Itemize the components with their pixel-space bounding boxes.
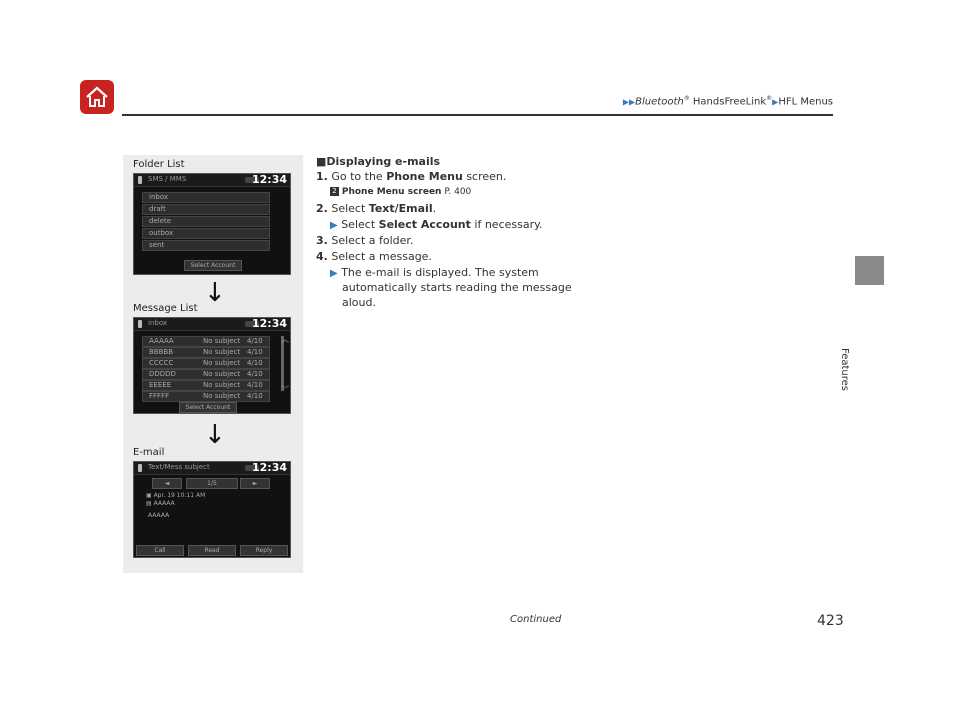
cross-reference[interactable]: 2 Phone Menu screen P. 400 [330, 185, 471, 201]
continued-label: Continued [510, 614, 562, 625]
email-screen: Text/Mess subject 12:34 ◄ 1/5 ► ▣ Apr. 19 10:11 AM ▤ AAAAA AAAAA Call Read Reply [133, 461, 291, 558]
email-body: AAAAA [148, 512, 170, 519]
folder-item[interactable]: delete [142, 216, 270, 227]
section-label: Features [839, 348, 850, 391]
call-button[interactable]: Call [136, 545, 184, 556]
bullet-arrow-icon: ▶ [330, 220, 338, 231]
section-tab [855, 256, 884, 285]
folder-item[interactable]: draft [142, 204, 270, 215]
down-arrow-icon: ↓ [204, 420, 226, 450]
section-heading: ■Displaying e-mails [316, 155, 441, 168]
header-rule [122, 114, 833, 116]
bullet-arrow-icon: ▶ [330, 268, 338, 279]
phone-icon [138, 176, 142, 184]
folder-item[interactable]: outbox [142, 228, 270, 239]
message-list-label: Message List [133, 303, 198, 314]
message-row[interactable]: BBBBB No subject 4/10 [142, 347, 270, 358]
next-icon[interactable]: ► [240, 478, 270, 489]
message-row[interactable]: DDDDD No subject 4/10 [142, 369, 270, 380]
scroll-down-icon[interactable]: ︾ [281, 385, 289, 394]
message-row[interactable]: CCCCC No subject 4/10 [142, 358, 270, 369]
message-row[interactable]: EEEEE No subject 4/10 [142, 380, 270, 391]
email-from: ▤ AAAAA [146, 500, 175, 507]
home-icon[interactable] [80, 80, 114, 114]
page-number: 423 [817, 613, 844, 629]
message-index: 1/5 [186, 478, 238, 489]
arrow-ref-icon: 2 [330, 187, 339, 196]
phone-icon [138, 320, 142, 328]
email-label: E-mail [133, 447, 165, 458]
select-account-button[interactable]: Select Account [179, 402, 237, 413]
breadcrumb: ▶▶Bluetooth® HandsFreeLink®▶HFL Menus [622, 95, 833, 108]
down-arrow-icon: ↓ [204, 278, 226, 308]
read-button[interactable]: Read [188, 545, 236, 556]
folder-list-screen: SMS / MMS 12:34 inbox draft delete outbox sent Select Account [133, 173, 291, 275]
folder-list-label: Folder List [133, 159, 185, 170]
reply-button[interactable]: Reply [240, 545, 288, 556]
select-account-button[interactable]: Select Account [184, 260, 242, 271]
email-date: ▣ Apr. 19 10:11 AM [146, 492, 206, 499]
message-list-screen: inbox 12:34 AAAAA No subject 4/10 BBBBB No subject 4/10 CCCCC No subject 4/10 DDDDD No subject 4/10 EEEEE No subject 4/10 FFFFF No subject 4/10 ︽ ︾ Select Account [133, 317, 291, 414]
prev-icon[interactable]: ◄ [152, 478, 182, 489]
phone-icon [138, 464, 142, 472]
message-row[interactable]: AAAAA No subject 4/10 [142, 336, 270, 347]
folder-item[interactable]: sent [142, 240, 270, 251]
folder-item[interactable]: inbox [142, 192, 270, 203]
scroll-up-icon[interactable]: ︽ [281, 335, 289, 344]
message-row[interactable]: FFFFF No subject 4/10 [142, 391, 270, 402]
